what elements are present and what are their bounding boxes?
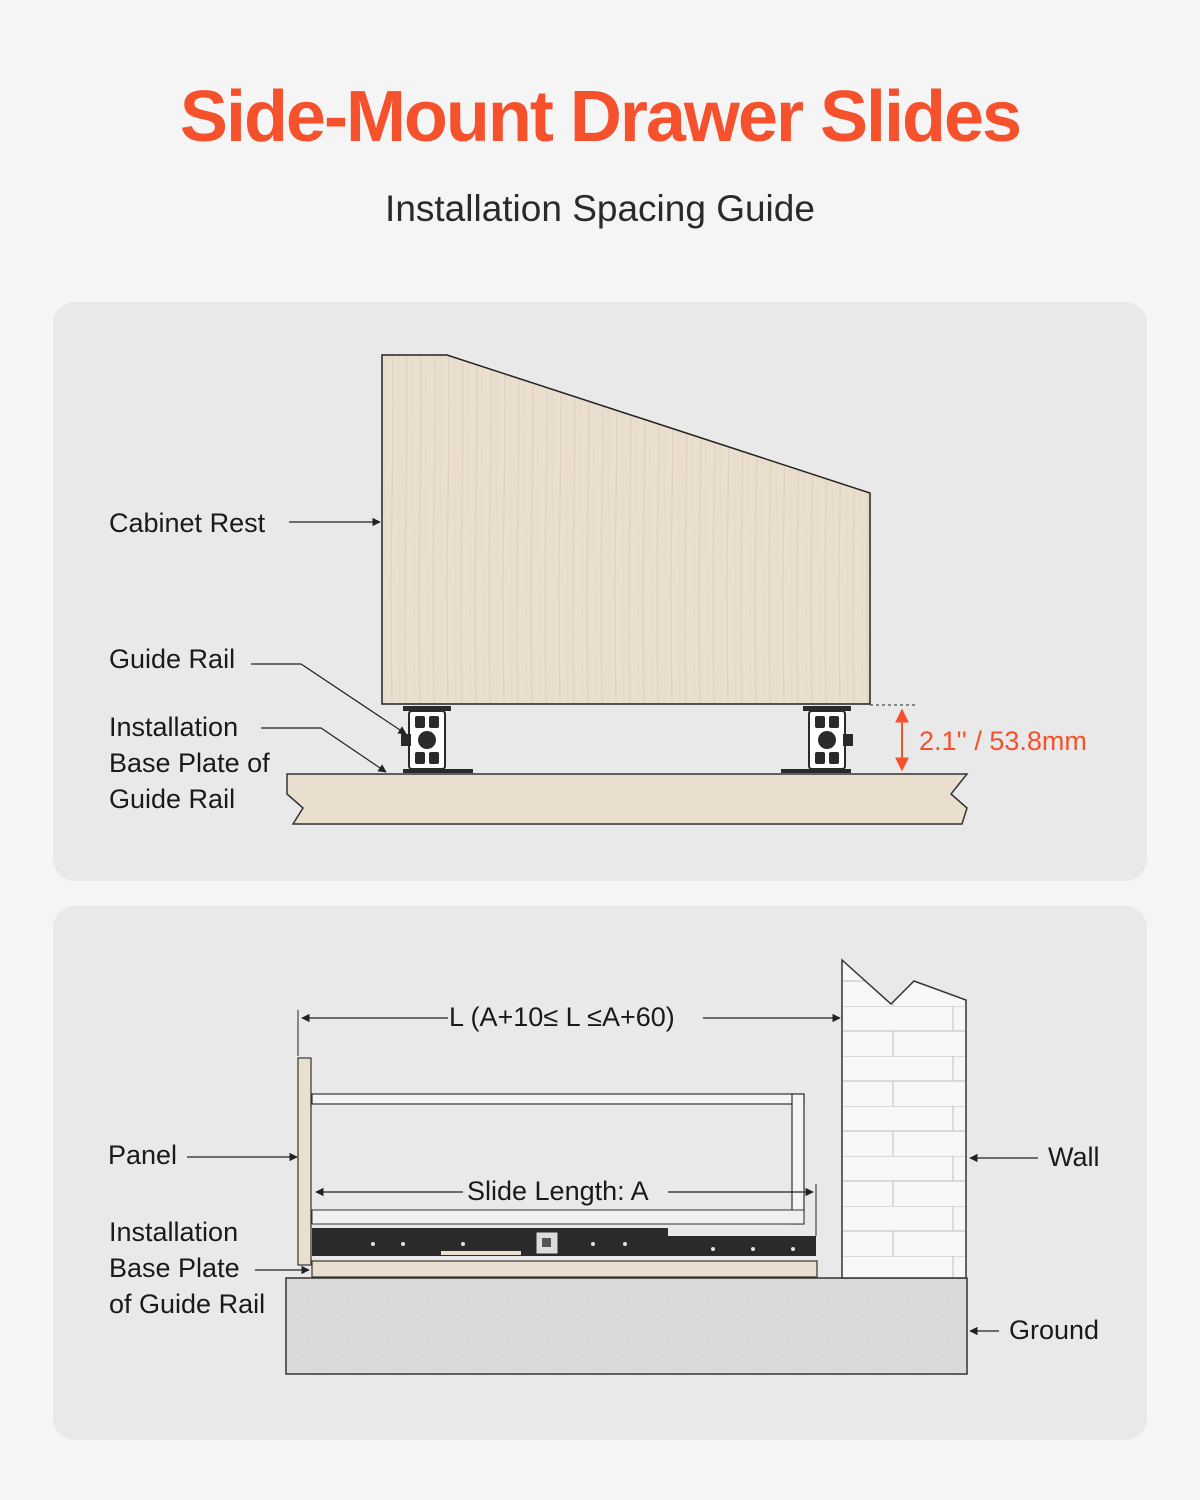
panel-label: Panel [108, 1140, 178, 1170]
base-plate-label-line2: Base Plate of [109, 748, 270, 778]
height-dimension-label: 2.1'' / 53.8mm [919, 726, 1087, 756]
bottom-base-plate-label-line2: Base Plate [109, 1253, 240, 1283]
drawer-back [792, 1094, 804, 1224]
wall-label: Wall [1048, 1142, 1100, 1172]
guide-rail-label: Guide Rail [109, 644, 236, 674]
brick-wall [842, 960, 966, 1278]
drawer-front-panel [298, 1058, 311, 1265]
ground-label: Ground [1009, 1315, 1100, 1345]
base-plate [312, 1261, 817, 1277]
base-plate-leader [261, 728, 386, 772]
cabinet-rest-board [382, 355, 870, 704]
base-plate-label-line1: Installation [109, 712, 239, 742]
guide-rail-right [781, 706, 853, 773]
floor-board [287, 774, 967, 824]
base-plate-label-line3: Guide Rail [109, 784, 236, 814]
bottom-base-plate-label-line1: Installation [109, 1217, 239, 1247]
length-dimension-label: L (A+10≤ L ≤A+60) [449, 1002, 675, 1032]
bottom-base-plate-label-line3: of Guide Rail [109, 1289, 266, 1319]
drawer-bottom [312, 1210, 804, 1224]
bottom-diagram-panel [53, 906, 1147, 1440]
page-subtitle: Installation Spacing Guide [385, 188, 815, 229]
ground-slab [286, 1278, 967, 1374]
drawer-top-rail [312, 1094, 804, 1104]
guide-rail-left [401, 706, 473, 773]
page-title: Side-Mount Drawer Slides [179, 77, 1021, 157]
top-diagram-panel [53, 302, 1147, 881]
slide-inner-member [668, 1236, 816, 1256]
cabinet-rest-label: Cabinet Rest [109, 508, 266, 538]
slide-length-label: Slide Length: A [467, 1176, 649, 1206]
